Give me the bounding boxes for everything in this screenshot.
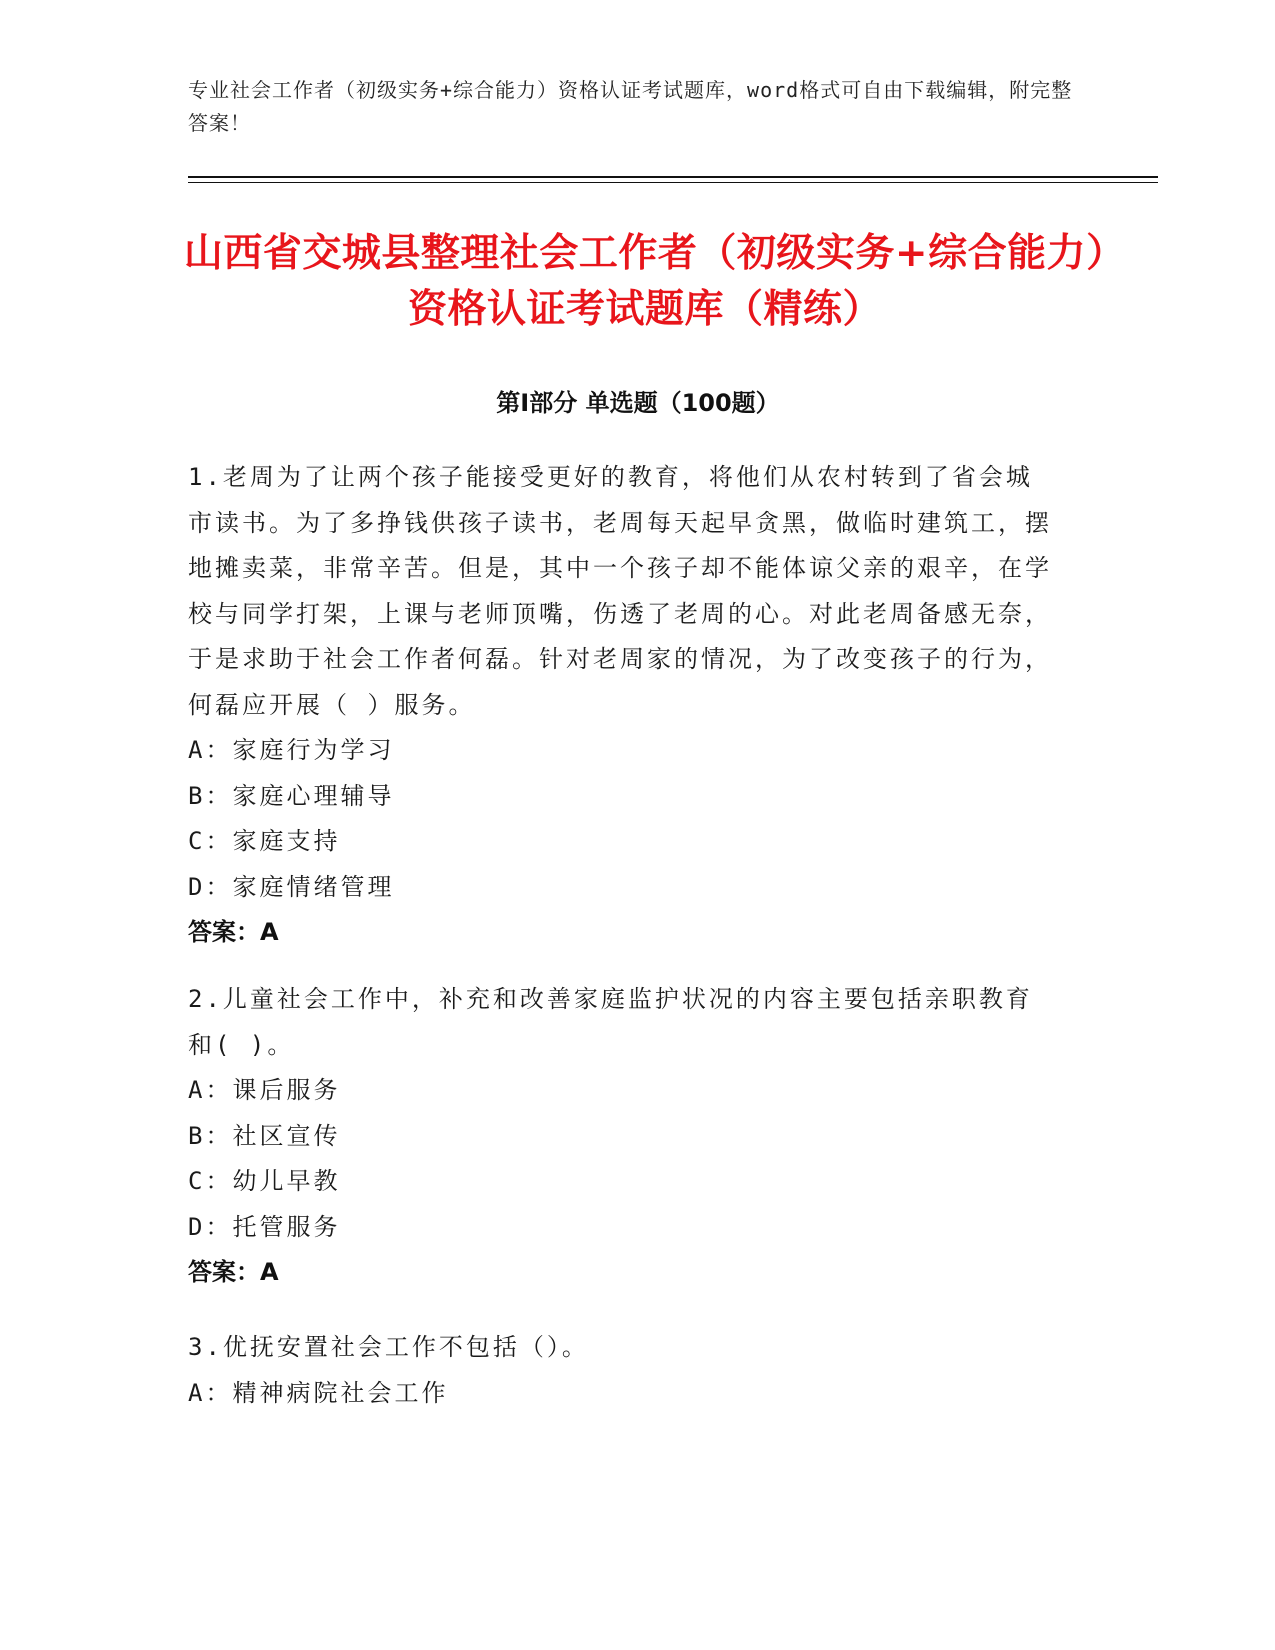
answer: 答案：A: [188, 1258, 279, 1286]
question-text: 1.老周为了让两个孩子能接受更好的教育，将他们从农村转到了省会城市读书。为了多挣钱供孩子读书，老周每天起早贪黑，做临时建筑工，摆地摊卖菜，非常辛苦。但是，其中一个孩子却不能体谅父亲的艰辛，在学校与同学打架，上课与老师顶嘴，伤透了老周的心。对此老周备感无奈，于是求助于社会工作者何磊。针对老周家的情况，为了改变孩子的行为，何磊应开展（ ）服务。: [188, 463, 1052, 719]
question-1: [188, 455, 1058, 956]
section-title: 第Ⅰ部分 单选题（100题）: [496, 389, 780, 417]
option-c: C：幼儿早教: [188, 1167, 341, 1195]
option-d: D：托管服务: [188, 1212, 341, 1241]
option-a: A：课后服务: [188, 1076, 341, 1104]
option-a: A：家庭行为学习: [188, 736, 395, 764]
question-3: [188, 1325, 1058, 1416]
header-divider: [188, 176, 1158, 178]
option-c: C：家庭支持: [188, 827, 341, 855]
option-d: D：家庭情绪管理: [188, 872, 395, 901]
question-2: [188, 977, 1058, 1296]
answer: 答案：A: [188, 918, 279, 946]
header-divider-thin: [188, 182, 1158, 183]
option-a: A：精神病院社会工作: [188, 1378, 449, 1407]
option-b: B：社区宣传: [188, 1121, 341, 1150]
question-text: 3.优抚安置社会工作不包括（）。: [188, 1333, 589, 1361]
header-note: 专业社会工作者（初级实务+综合能力）资格认证考试题库，word格式可自由下载编辑，附完整答案！: [188, 78, 1073, 135]
document-title: 山西省交城县整理社会工作者（初级实务+综合能力）资格认证考试题库（精练）: [183, 231, 1107, 332]
question-text: 2.儿童社会工作中，补充和改善家庭监护状况的内容主要包括亲职教育和( )。: [188, 985, 1033, 1059]
option-b: B：家庭心理辅导: [188, 781, 395, 810]
